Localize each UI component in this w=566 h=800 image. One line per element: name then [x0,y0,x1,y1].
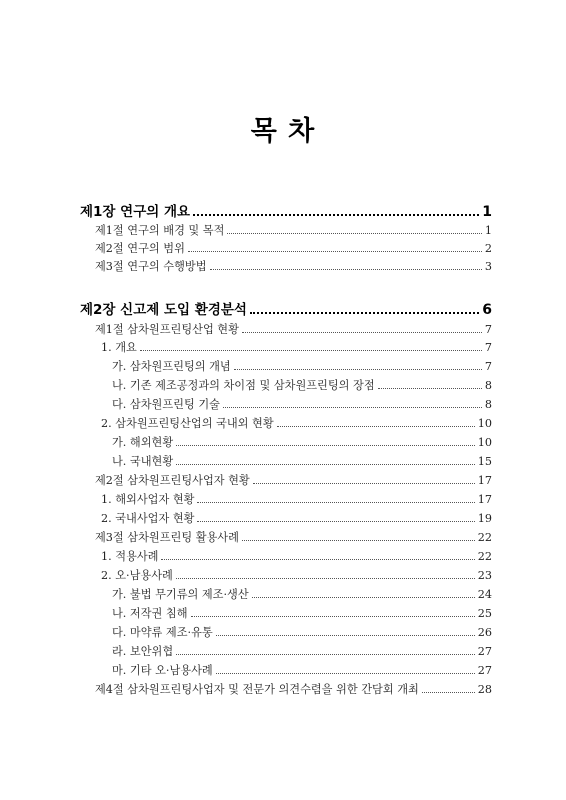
dot-leader [176,578,475,579]
toc-page-number: 24 [477,588,492,601]
toc-entry[interactable] [95,472,492,490]
toc-chapter-2[interactable] [80,298,492,318]
toc-entry[interactable] [112,662,492,680]
dot-leader [242,332,482,333]
toc-entry[interactable] [101,510,492,528]
page-title: 목 차 [250,116,316,147]
toc-page-number: 23 [477,569,492,582]
toc-entry-label: 가. 불법 무기류의 제조·생산 [112,588,249,601]
toc-page-number: 17 [477,493,492,506]
toc-entry[interactable] [95,258,492,276]
toc-page-number: 3 [484,260,492,273]
toc-page-number: 28 [477,683,492,696]
dot-leader [197,502,474,503]
toc-entry-label: 다. 삼차원프린팅 기술 [112,398,220,411]
toc-entry[interactable] [112,605,492,623]
toc-page-number: 7 [484,360,492,373]
toc-page-number: 15 [477,455,492,468]
toc-page-number: 2 [484,242,492,255]
dot-leader [161,559,474,560]
toc-chapter-1[interactable] [80,200,492,220]
toc-entry[interactable] [112,624,492,642]
toc-page-number: 27 [477,645,492,658]
toc-entry[interactable] [101,491,492,509]
toc-page-number: 10 [477,417,492,430]
toc-page-number: 7 [484,323,492,336]
toc-entry-label: 1. 해외사업자 현황 [101,493,195,506]
toc-entry[interactable] [101,567,492,585]
toc-page-number: 10 [477,436,492,449]
toc-page-number: 17 [477,474,492,487]
toc-entry[interactable] [95,240,492,258]
toc-entry-label: 라. 보안위협 [112,645,174,658]
toc-entry-label: 마. 기타 오·남용사례 [112,664,213,677]
toc-entry[interactable] [95,681,492,699]
toc-page-number: 8 [484,379,492,392]
dot-leader [188,251,482,252]
toc-entry-label: 2. 국내사업자 현황 [101,512,195,525]
dot-leader [193,214,479,216]
dot-leader [250,312,479,314]
toc-entry[interactable] [95,222,492,240]
dot-leader [234,369,482,370]
dot-leader [216,673,475,674]
toc-entry-label: 제3절 삼차원프린팅 활용사례 [95,531,239,544]
toc-page-number: 7 [484,341,492,354]
dot-leader [253,483,475,484]
toc-entry[interactable] [112,396,492,414]
toc-page-number: 6 [482,302,492,318]
dot-leader [223,407,482,408]
toc-entry[interactable] [112,358,492,376]
toc-entry-label: 1. 개요 [101,341,137,354]
toc-entry[interactable] [112,377,492,395]
dot-leader [227,233,481,234]
toc-entry[interactable] [112,643,492,661]
toc-entry-label: 2. 삼차원프린팅산업의 국내외 현황 [101,417,274,430]
toc-entry-label: 가. 삼차원프린팅의 개념 [112,360,231,373]
toc-page-number: 1 [482,204,492,220]
toc-entry-label: 제1절 연구의 배경 및 목적 [95,224,225,237]
toc-page-number: 22 [477,550,492,563]
dot-leader [216,635,475,636]
dot-leader [176,464,475,465]
dot-leader [176,654,475,655]
dot-leader [197,521,474,522]
toc-page-number: 1 [484,224,492,237]
toc-entry-label: 제1절 삼차원프린팅산업 현황 [95,323,239,336]
toc-entry[interactable] [95,321,492,339]
toc-entry-label: 1. 적용사례 [101,550,159,563]
toc-page-number: 8 [484,398,492,411]
toc-page-number: 19 [477,512,492,525]
toc-entry-label: 가. 해외현황 [112,436,174,449]
dot-leader [191,616,475,617]
toc-entry-label: 제2절 연구의 범위 [95,242,185,255]
toc-entry-label: 나. 기존 제조공정과의 차이점 및 삼차원프린팅의 장점 [112,379,375,392]
toc-entry-label: 다. 마약류 제조·유통 [112,626,213,639]
toc-page-number: 25 [477,607,492,620]
dot-leader [176,445,475,446]
toc-entry-label: 2. 오·남용사례 [101,569,173,582]
toc-entry-label: 제2절 삼차원프린팅사업자 현황 [95,474,250,487]
toc-entry[interactable] [101,339,492,357]
dot-leader [140,350,482,351]
toc-chapter-label: 제2장 신고제 도입 환경분석 [80,302,247,318]
toc-entry[interactable] [101,548,492,566]
toc-chapter-label: 제1장 연구의 개요 [80,204,191,220]
toc-entry[interactable] [112,434,492,452]
dot-leader [210,269,482,270]
dot-leader [252,597,475,598]
dot-leader [378,388,482,389]
dot-leader [242,540,475,541]
toc-entry-label: 나. 저작권 침해 [112,607,188,620]
toc-entry[interactable] [112,453,492,471]
toc-page-number: 27 [477,664,492,677]
toc-entry-label: 나. 국내현황 [112,455,174,468]
toc-entry[interactable] [101,415,492,433]
toc-entry-label: 제3절 연구의 수행방법 [95,260,207,273]
toc-entry[interactable] [112,586,492,604]
toc-page-number: 22 [477,531,492,544]
dot-leader [277,426,475,427]
toc-page-number: 26 [477,626,492,639]
toc-entry[interactable] [95,529,492,547]
toc-entry-label: 제4절 삼차원프린팅사업자 및 전문가 의견수렴을 위한 간담회 개최 [95,683,419,696]
dot-leader [422,692,475,693]
